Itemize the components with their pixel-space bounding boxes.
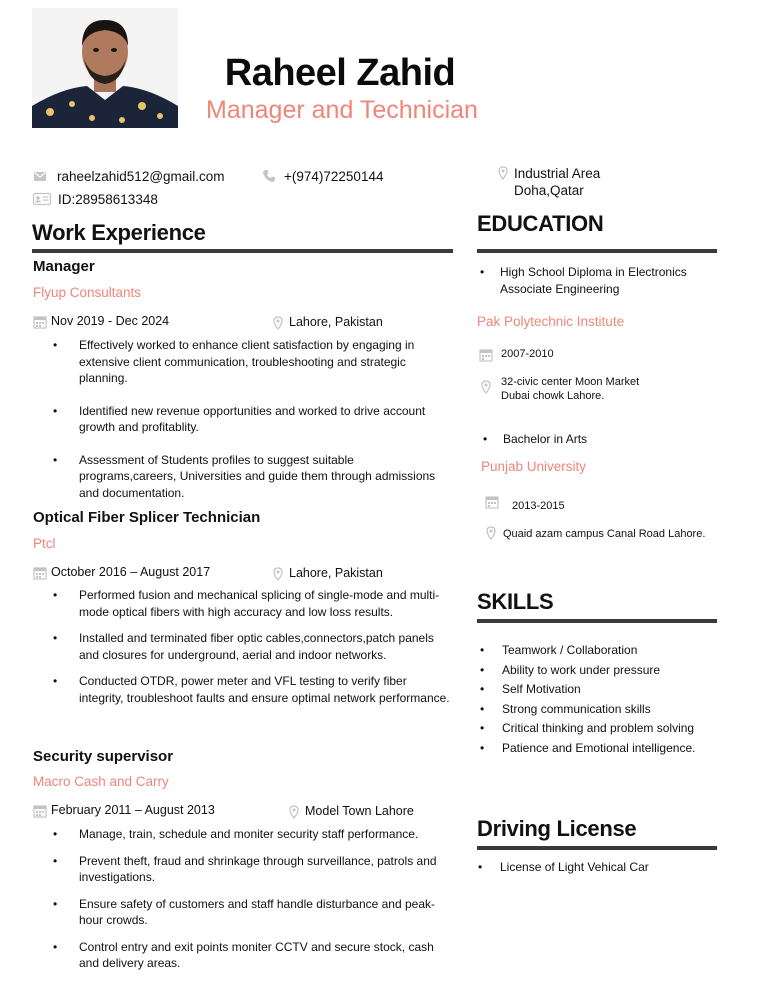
job-dates	[33, 314, 169, 329]
map-pin-icon	[496, 166, 510, 180]
job-title: Security supervisor	[33, 748, 174, 765]
list-item: • Ability to work under pressure	[502, 662, 702, 678]
contact-email	[33, 168, 225, 184]
skills-list	[502, 642, 702, 759]
job-location	[271, 566, 383, 581]
job-location	[287, 804, 414, 819]
list-item: • Critical thinking and problem solving	[502, 720, 702, 736]
map-pin-icon	[287, 805, 301, 819]
job-dates-text: Nov 2019 - Dec 2024	[51, 314, 170, 328]
education-years: 2007-2010	[501, 348, 554, 360]
skills-heading: SKILLS	[477, 589, 554, 614]
calendar-icon	[33, 315, 47, 329]
email-text: raheelzahid512@gmail.com	[57, 168, 225, 184]
education-address-line-2: Dubai chowk Lahore.	[501, 390, 605, 402]
education-degree: • Bachelor in Arts	[503, 431, 713, 448]
list-item: • Identified new revenue opportunities and worked to drive account growth and profitablity.	[79, 403, 449, 436]
license-list	[500, 859, 710, 879]
job-location-text: Lahore, Pakistan	[289, 566, 383, 580]
list-item: • Patience and Emotional intelligence.	[502, 740, 702, 756]
education-divider	[477, 249, 717, 253]
license-divider	[477, 846, 717, 850]
job-dates-text: October 2016 – August 2017	[51, 565, 211, 579]
contact-address	[496, 165, 600, 199]
calendar-icon	[33, 566, 47, 580]
job-company: Flyup Consultants	[33, 285, 142, 300]
list-item: • Conducted OTDR, power meter and VFL testing to verify fiber integrity, troubleshoot faults and ensure optimal network performance.	[79, 673, 454, 706]
map-pin-icon	[271, 316, 285, 330]
job-location	[271, 315, 383, 330]
list-item: • Effectively worked to enhance client satisfaction by engaging in extensive client communication, troubleshooting and strategic planning.	[79, 337, 449, 387]
list-item: • Performed fusion and mechanical splicing of single-mode and multi-mode optical fibers with high accuracy and low loss results.	[79, 587, 454, 620]
candidate-name: Raheel Zahid	[224, 52, 456, 94]
education-address	[501, 375, 639, 403]
list-item: • Teamwork / Collaboration	[502, 642, 702, 658]
calendar-icon	[479, 346, 493, 364]
envelope-icon	[33, 169, 47, 183]
list-item: • Strong communication skills	[502, 701, 702, 717]
calendar-icon	[485, 493, 499, 511]
list-item: • Assessment of Students profiles to suggest suitable programs,careers, Universities and guide them through admissions and documentation.	[79, 452, 449, 502]
job-company: Macro Cash and Carry	[33, 774, 169, 789]
education-institute: Punjab University	[481, 459, 587, 474]
list-item: • Prevent theft, fraud and shrinkage through surveillance, patrols and investigations.	[79, 853, 457, 886]
candidate-title: Manager and Technician	[206, 96, 478, 124]
education-address	[503, 527, 705, 541]
contact-phone	[262, 168, 383, 184]
education-degree: • High School Diploma in Electronics Associate Engineering	[500, 264, 710, 297]
list-item: • Manage, train, schedule and moniter security staff performance.	[79, 826, 457, 843]
education-address-line-1: 32-civic center Moon Market	[501, 376, 640, 388]
calendar-icon	[33, 804, 47, 818]
education-address-line-1: Quaid azam campus Canal Road Lahore.	[503, 528, 706, 540]
list-item: • Ensure safety of customers and staff handle disturbance and peak-hour crowds.	[79, 896, 457, 929]
list-item: • Installed and terminated fiber optic cables,connectors,patch panels and closures for underground, aerial and indoor networks.	[79, 630, 454, 663]
job-title: Optical Fiber Splicer Technician	[33, 509, 261, 526]
job-dates	[33, 803, 215, 818]
list-item: • Control entry and exit points moniter CCTV and secure stock, cash and delivery areas.	[79, 939, 457, 972]
map-pin-icon	[271, 567, 285, 581]
list-item: • License of Light Vehical Car	[500, 859, 710, 875]
job-bullets	[79, 826, 457, 972]
work-divider	[32, 249, 453, 253]
phone-icon	[262, 169, 276, 183]
job-bullets	[79, 587, 454, 706]
list-item: • Self Motivation	[502, 681, 702, 697]
address-line-2: Doha,Qatar	[514, 183, 584, 198]
skills-divider	[477, 619, 717, 623]
id-text: ID:28958613348	[58, 191, 158, 207]
address-line-1: Industrial Area	[514, 166, 601, 181]
education-heading: EDUCATION	[477, 211, 604, 236]
license-heading: Driving License	[477, 816, 637, 841]
job-location-text: Lahore, Pakistan	[289, 315, 383, 329]
phone-text: +(974)72250144	[284, 168, 384, 184]
job-dates-text: February 2011 – August 2013	[51, 803, 215, 817]
education-years: 2013-2015	[512, 500, 565, 512]
job-bullets	[79, 337, 449, 501]
job-title: Manager	[33, 258, 95, 275]
id-card-icon	[33, 192, 51, 206]
job-location-text: Model Town Lahore	[305, 804, 414, 818]
map-pin-icon	[479, 378, 493, 396]
education-institute: Pak Polytechnic Institute	[477, 314, 625, 329]
job-company: Ptcl	[33, 536, 56, 551]
job-dates	[33, 565, 210, 580]
work-experience-heading: Work Experience	[32, 220, 206, 245]
map-pin-icon	[484, 524, 498, 542]
contact-id	[33, 191, 158, 207]
